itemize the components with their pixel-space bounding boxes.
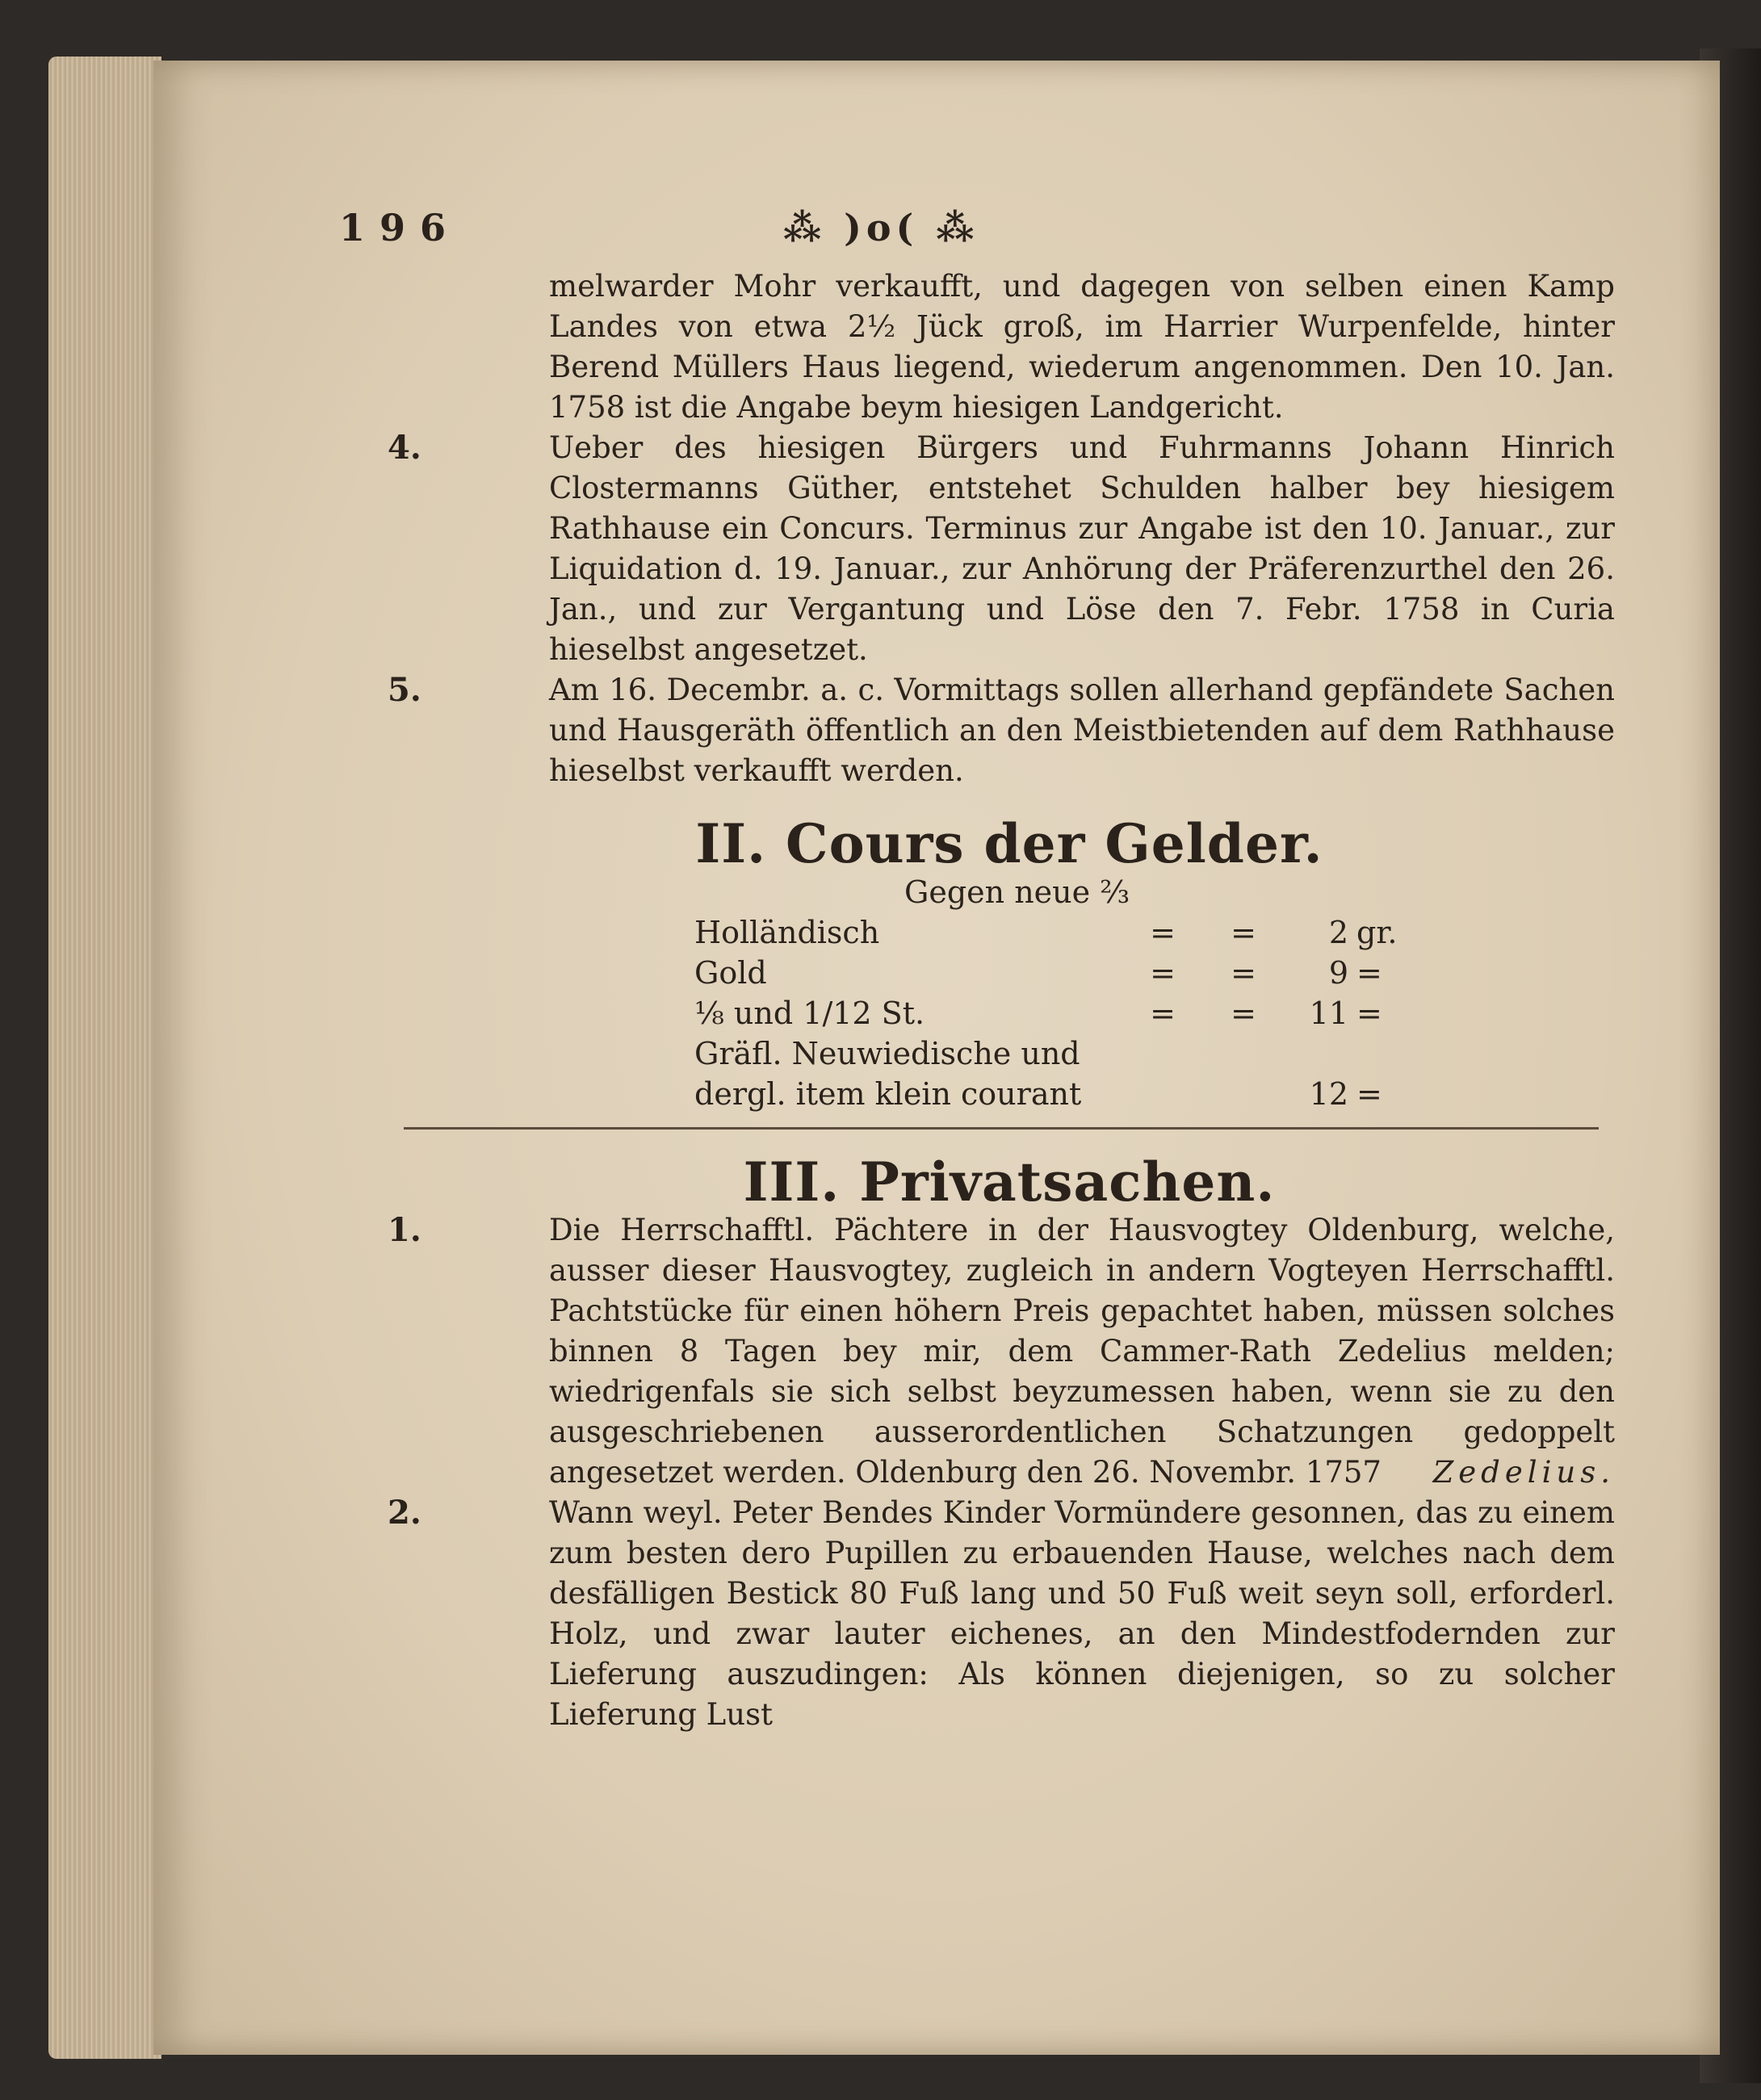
row-value xyxy=(1284,1033,1348,1074)
row-unit: gr. xyxy=(1356,915,1398,950)
ditto-mark: = xyxy=(1231,955,1256,991)
row-unit: = xyxy=(1356,955,1382,991)
ditto-mark xyxy=(1203,1033,1284,1074)
running-header xyxy=(339,206,1227,254)
section-title-privatsachen: III. Privatsachen. xyxy=(743,1151,1276,1213)
entry-number: 1. xyxy=(388,1211,421,1249)
entry-body: Die Herrschafftl. Pächtere in der Hausvogtey Oldenburg, welche, ausser dieser Hausvogtey, zugleich in andern Vogteyen Herrschafftl. Pachtstücke für einen höhern Preis gepachtet haben, müssen solches binnen 8 Tagen bey mir, dem Cammer-Rath Zedelius melden; wiedrigenfals sie sich selbst beyzumessen haben, wenn sie zu den ausgeschriebenen ausserordentlichen Schatzungen gedoppelt angesetzet werden. Oldenburg den 26. Novembr. 1757 xyxy=(549,1213,1615,1490)
table-row xyxy=(694,953,1421,993)
entry-priv-1 xyxy=(388,1210,1615,1493)
row-value: 9 xyxy=(1328,955,1348,991)
ditto-mark: = xyxy=(1231,996,1256,1031)
entry-text xyxy=(549,1210,1615,1493)
page-body xyxy=(388,266,1615,1735)
table-row xyxy=(694,993,1421,1033)
row-label: ⅛ und 1/12 St. xyxy=(694,996,925,1031)
entry-priv-2 xyxy=(388,1493,1615,1735)
entry-number: 4. xyxy=(388,429,421,467)
ditto-mark: = xyxy=(1150,915,1176,950)
ditto-mark xyxy=(1122,1074,1203,1114)
row-value: 2 xyxy=(1328,915,1348,950)
row-label: Holländisch xyxy=(694,915,880,950)
ditto-mark xyxy=(1122,1033,1203,1074)
row-unit: = xyxy=(1356,996,1382,1031)
table-header: Gegen neue ⅔ xyxy=(904,874,1130,910)
entry-number: 5. xyxy=(388,671,421,709)
book-page-edges xyxy=(48,57,161,2059)
ditto-mark: = xyxy=(1231,915,1256,950)
entry-continued xyxy=(404,266,1615,428)
page-number: 196 xyxy=(339,206,461,249)
ditto-mark: = xyxy=(1150,996,1176,1031)
entry-text: melwarder Mohr verkaufft, und dagegen von selben einen Kamp Landes von etwa 2½ Jück groß, im Harrier Wurpenfelde, hinter Berend Müllers Haus liegend, wiederum angenommen. Den 10. Jan. 1758 ist die Angabe beym hiesigen Landgericht. xyxy=(549,269,1615,425)
table-row xyxy=(694,912,1421,953)
row-label: Gold xyxy=(694,955,767,991)
entry-4 xyxy=(388,428,1615,670)
header-ornament: ⁂ )o( ⁂ xyxy=(783,206,979,249)
row-value: 12 xyxy=(1309,1076,1348,1112)
ditto-mark xyxy=(1203,1074,1284,1114)
row-unit xyxy=(1348,1033,1405,1074)
section-title-cours: II. Cours der Gelder. xyxy=(695,812,1323,875)
entry-text: Am 16. Decembr. a. c. Vormittags sollen allerhand gepfändete Sachen und Hausgeräth öffentlich an den Meistbietenden auf dem Rathhause hieselbst verkaufft werden. xyxy=(549,673,1615,788)
exchange-rate-table xyxy=(694,872,1421,1114)
signature: Zedelius. xyxy=(1432,1455,1615,1490)
row-value: 11 xyxy=(1309,996,1348,1031)
ditto-mark: = xyxy=(1150,955,1176,991)
row-label: Gräfl. Neuwiedische und xyxy=(694,1036,1080,1071)
row-unit: = xyxy=(1356,1076,1382,1112)
row-label: dergl. item klein courant xyxy=(694,1076,1082,1112)
section-divider xyxy=(404,1127,1599,1130)
entry-text: Ueber des hiesigen Bürgers und Fuhrmanns Johann Hinrich Clostermanns Güther, entstehet Schulden halber bey hiesigem Rathhause ein Concurs. Terminus zur Angabe ist den 10. Januar., zur Liquidation d. 19. Januar., zur Anhörung der Präferenzurthel den 26. Jan., und zur Vergantung und Löse den 7. Febr. 1758 in Curia hieselbst angesetzet. xyxy=(549,430,1615,667)
table-row xyxy=(694,1074,1421,1114)
entry-text: Wann weyl. Peter Bendes Kinder Vormündere gesonnen, das zu einem zum besten dero Pupillen zu erbauenden Hause, welches nach dem desfälligen Bestick 80 Fuß lang und 50 Fuß weit seyn soll, erforderl. Holz, und zwar lauter eichenes, an den Mindestfodernden zur Lieferung auszudingen: Als können diejenigen, so zu solcher Lieferung Lust xyxy=(549,1495,1615,1732)
entry-5 xyxy=(388,670,1615,791)
entry-number: 2. xyxy=(388,1494,421,1532)
table-row xyxy=(694,1033,1421,1074)
